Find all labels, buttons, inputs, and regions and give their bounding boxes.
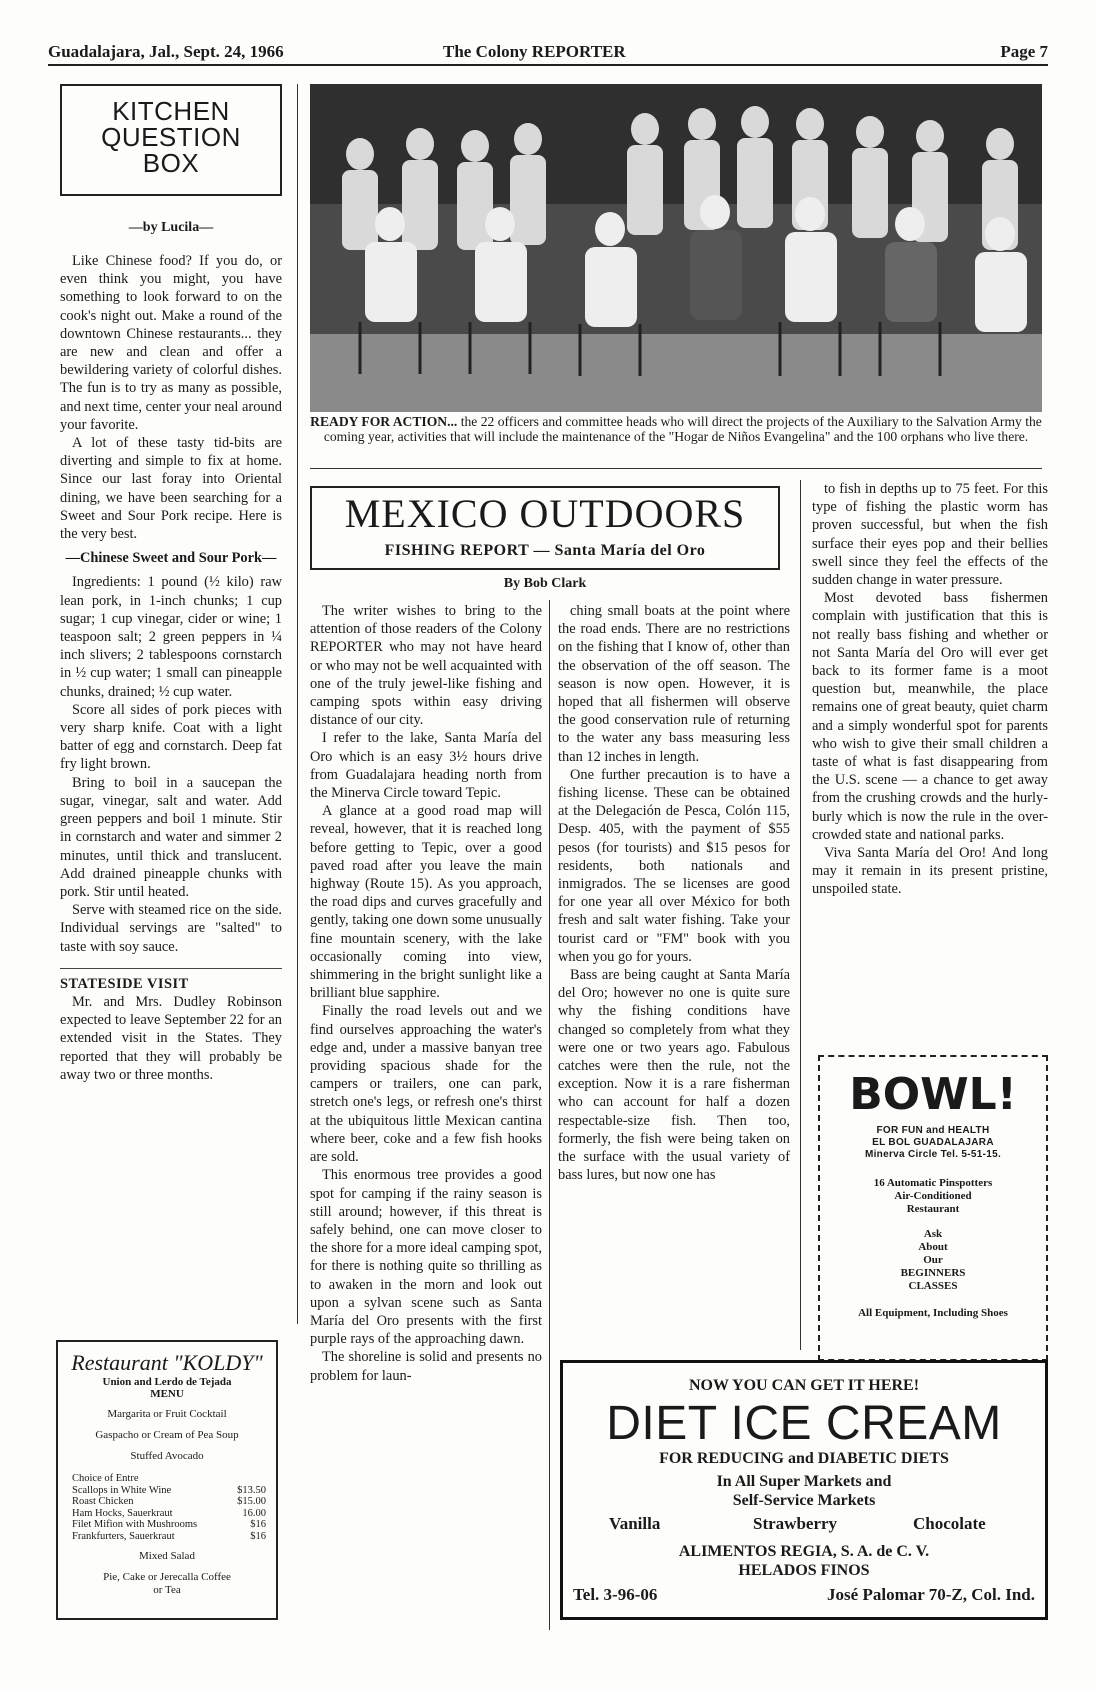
paragraph: Like Chinese food? If you do, or even think you might, you have something to look forward to on the cook's night out. Make a round of the downtown Chinese restaurants... they are new and clean and offer a bewildering variety of colorful dishes. The fun is to try as many as possible, and next time, center your neal around your favorite. [60,253,282,433]
entree-name: Frankfurters, Sauerkraut [72,1530,175,1542]
group-photo [310,84,1042,412]
page-number: Page 7 [1000,42,1048,61]
entree-list [72,1473,266,1542]
entree-row [72,1485,266,1497]
bowl-line: Air-Conditioned [894,1190,972,1202]
paragraph: The shoreline is solid and presents no problem for laun- [310,1349,542,1384]
article-byline: By Bob Clark [503,576,587,591]
restaurant-koldy-ad [56,1340,278,1620]
caption-text: the 22 officers and committee heads who will direct the projects of the Auxiliary to the Salvation Army the coming year, activities that will include the maintenance of the "Hogar de Niños Evangelina" and the 100 orphans who live there. [323,414,1042,444]
flavor: Strawberry [753,1514,838,1533]
entree-row [72,1531,266,1543]
bowl-title: BOWL! [849,1069,1017,1120]
outdoors-column-1 [310,602,542,1385]
entree-row [72,1519,266,1531]
entree-row [72,1496,266,1508]
menu-item: Gaspacho or Cream of Pea Soup [95,1429,239,1441]
entree-name: Filet Mifion with Mushrooms [72,1519,198,1530]
entree-row [72,1508,266,1520]
mexico-outdoors-heading-box [310,486,780,570]
paragraph: Score all sides of pork pieces with very sharp knife. Coat with a light batter of egg and cornstarch. Deep fat fry light brown. [60,701,282,773]
recipe-title: —Chinese Sweet and Sour Pork— [65,550,277,567]
bowl-ask: CLASSES [908,1280,958,1292]
column-rule [297,84,298,1324]
entree-price: $16 [250,1519,266,1530]
paragraph: Viva Santa María del Oro! And long may it remain in its present pristine, unspoiled state. [812,845,1048,898]
paragraph: Most devoted bass fishermen complain with justification that this is not really bass fishing and whether or not Santa María del Oro will ever get back to its former fame is a moot question but, meanwhile, the place remains one of great beauty, quiet charm and a simply wonderful spot for parents who wish to give their small children a taste of what is fast disappearing from the U.S. scene — a chance to get away from the crushing crowds and the hurly-burly which is now the rule in the over-crowded state and national parks. [812,590,1048,843]
bowl-line: Restaurant [906,1203,960,1215]
outdoors-column-2 [558,602,790,1185]
ice-line: FOR REDUCING and DIABETIC DIETS [659,1450,949,1467]
title-line: BOX [142,148,200,178]
entree-price: $16 [250,1530,266,1542]
bowl-ask: Our [923,1254,943,1266]
paragraph: Ingredients: 1 pound (½ kilo) raw lean pork, in 1-inch chunks; 1 cup sugar; 1 cup vinegar, cider or wine; 1 teaspoon salt; 2 green peppers in ¼ inch slivers; 2 tablespoons cornstarch in ½ cup water; 1 small can pineapple chunks, drained; ½ cup water. [60,574,282,700]
bowl-ask: Ask [923,1228,943,1240]
paragraph: Mr. and Mrs. Dudley Robinson expected to leave September 22 for an extended visit in the States. They reported that they will probably be away two or three months. [60,993,282,1083]
bowl-line: FOR FUN and HEALTH [876,1125,990,1136]
page-header [48,40,1048,66]
restaurant-address: Union and Lerdo de Tejada [102,1376,232,1388]
photo-caption [310,414,1042,444]
bowl-ask: About [918,1241,948,1253]
article-title: MEXICO OUTDOORS [344,491,746,536]
flavor: Vanilla [609,1514,661,1533]
paragraph: ching small boats at the point where the road ends. There are no restrictions on the fishing that I know of, other than the observation of the off season. The season is now open. However, it is hoped that all fishermen will observe the good conservation rule of returning to the water any bass measuring less than 12 inches in length. [558,603,790,765]
bowl-line: EL BOL GUADALAJARA [872,1137,994,1148]
column-rule [549,600,550,1630]
entree-name: Scallops in White Wine [72,1484,172,1496]
ice-tel: Tel. 3-96-06 [573,1585,658,1604]
photo-illustration [310,84,1042,412]
bowl-footer: All Equipment, Including Shoes [858,1307,1008,1319]
menu-item: Margarita or Fruit Cocktail [107,1408,227,1420]
bowl-line: Minerva Circle Tel. 5-51-15. [864,1149,1002,1160]
paragraph: Finally the road levels out and we find ourselves approaching the water's edge and, under a massive banyan tree providing spacious shade for the campers or trailers, one can park, stretch one's legs, or refresh one's thirst at the ubiquitous little Mexican cantina where beer, coke and a few fish hooks are sold. [310,1003,542,1166]
paragraph: Bring to boil in a saucepan the sugar, vinegar, salt and water. Add green peppers and boil 1 minute. Stir in cornstarch and water and simmer 2 minutes, until thick and translucent. Add drained pineapple chunks with pork. Stir until heated. [60,774,282,900]
ice-brand: HELADOS FINOS [738,1562,870,1579]
divider [310,468,1042,469]
kitchen-question-box-title [60,84,282,196]
restaurant-name: Restaurant "KOLDY" [71,1350,263,1375]
ice-headline: NOW YOU CAN GET IT HERE! [688,1377,920,1394]
paragraph: Serve with steamed rice on the side. Individual servings are "salted" to taste with soy sauce. [60,902,282,955]
title-line: KITCHEN [112,96,230,126]
diet-ice-cream-ad [560,1360,1048,1620]
kitchen-byline: —by Lucila— [128,220,214,235]
ice-company: ALIMENTOS REGIA, S. A. de C. V. [678,1543,930,1560]
entree-name: Ham Hocks, Sauerkraut [72,1507,173,1519]
paragraph: The writer wishes to bring to the attention of those readers of the Colony REPORTER who may not have heard or who may not be well acquainted with one of the truly jewel-like fishing and camping spots within easy driving distance of our city. [310,603,542,729]
entree-name: Roast Chicken [72,1496,134,1507]
ice-line: Self-Service Markets [732,1492,876,1509]
entree-price: $15.00 [237,1496,266,1507]
menu-item: Mixed Salad [139,1550,195,1562]
paragraph: Bass are being caught at Santa María del Oro; however no one is quite sure why the fishing conditions have changed so completely from what they were one or two years ago. Fabulous catches were then the rule, not the exception. Now it is a rare fisherman who can account for half a dozen respectable-size fish. Then too, formerly, the fish were being taken on the surface with the usual variety of bass lures, but now one has [558,967,790,1184]
paragraph: A lot of these tasty tid-bits are diverting and simple to fix at home. Since our last foray into Oriental dining, we have been searching for a Sweet and Sour Pork recipe. Here is the very best. [60,435,282,543]
article-subtitle: FISHING REPORT — Santa María del Oro [384,542,706,559]
menu-item: Stuffed Avocado [130,1450,204,1462]
bowl-ask: BEGINNERS [900,1267,966,1279]
paragraph: I refer to the lake, Santa María del Oro which is an easy 3½ hours drive from Guadalajara heading north from the Minerva Circle toward Tepic. [310,730,542,802]
flavor-row [563,1514,1045,1536]
bowl-line: 16 Automatic Pinspotters [873,1177,993,1189]
menu-label: MENU [150,1388,184,1400]
newspaper-title: The Colony REPORTER [443,42,626,61]
bowl-ad [818,1055,1048,1361]
entree-price: $13.50 [237,1484,266,1496]
title-line: QUESTION [101,122,241,152]
ice-address: José Palomar 70-Z, Col. Ind. [827,1585,1035,1604]
column-rule [800,480,801,1350]
paragraph: One further precaution is to have a fishing license. These can be obtained at the Delegación de Pesca, Colón 115, Desp. 405, with the payment of $55 pesos (for tourists) and $15 pesos for residents, both nationals and inmigrados. The se licenses are good for one year all over México for both fresh and salt water fishing. Take your tourist card or "FM" book with you when you go for yours. [558,766,790,965]
paragraph: This enormous tree provides a good spot for camping if the rainy season is still around; however, if this threat is safely behind, one can move closer to the shore for a more ideal camping spot, for there is nothing quite so thrilling as to awaken in the morn and look out upon a sylvan scene such as Santa María del Oro presents with the first purple rays of the approaching dawn. [310,1167,542,1348]
flavor: Chocolate [913,1514,986,1533]
entree-heading: Choice of Entre [72,1473,139,1484]
entree-price: 16.00 [242,1507,266,1519]
paragraph: to fish in depths up to 75 feet. For this type of fishing the plastic worm has proven successful, but when the fish surface their eyes pop and their bellies swell since they feel the effects of the sudden change in water pressure. [812,481,1048,589]
caption-lead: READY FOR ACTION... [310,414,458,429]
stateside-heading: STATESIDE VISIT [60,968,282,993]
dateline: Guadalajara, Jal., Sept. 24, 1966 [48,42,284,61]
paragraph: A glance at a good road map will reveal, however, that it is reached long before getting to Tepic, over a good paved road after you leave the main highway (Route 15). As you approach, the road dips and curves gracefully and gently, taking one down some unusually fine mountain scenery, with the lake occasionally coming into view, shimmering in the bright sunlight like a brilliant blue sapphire. [310,803,542,1002]
kitchen-column [60,252,282,1084]
ice-title: DIET ICE CREAM [606,1397,1002,1450]
outdoors-column-3 [812,480,1048,899]
ice-footer [573,1585,1035,1607]
ice-line: In All Super Markets and [716,1473,892,1490]
menu-item: Pie, Cake or Jerecalla Coffee or Tea [103,1571,231,1596]
